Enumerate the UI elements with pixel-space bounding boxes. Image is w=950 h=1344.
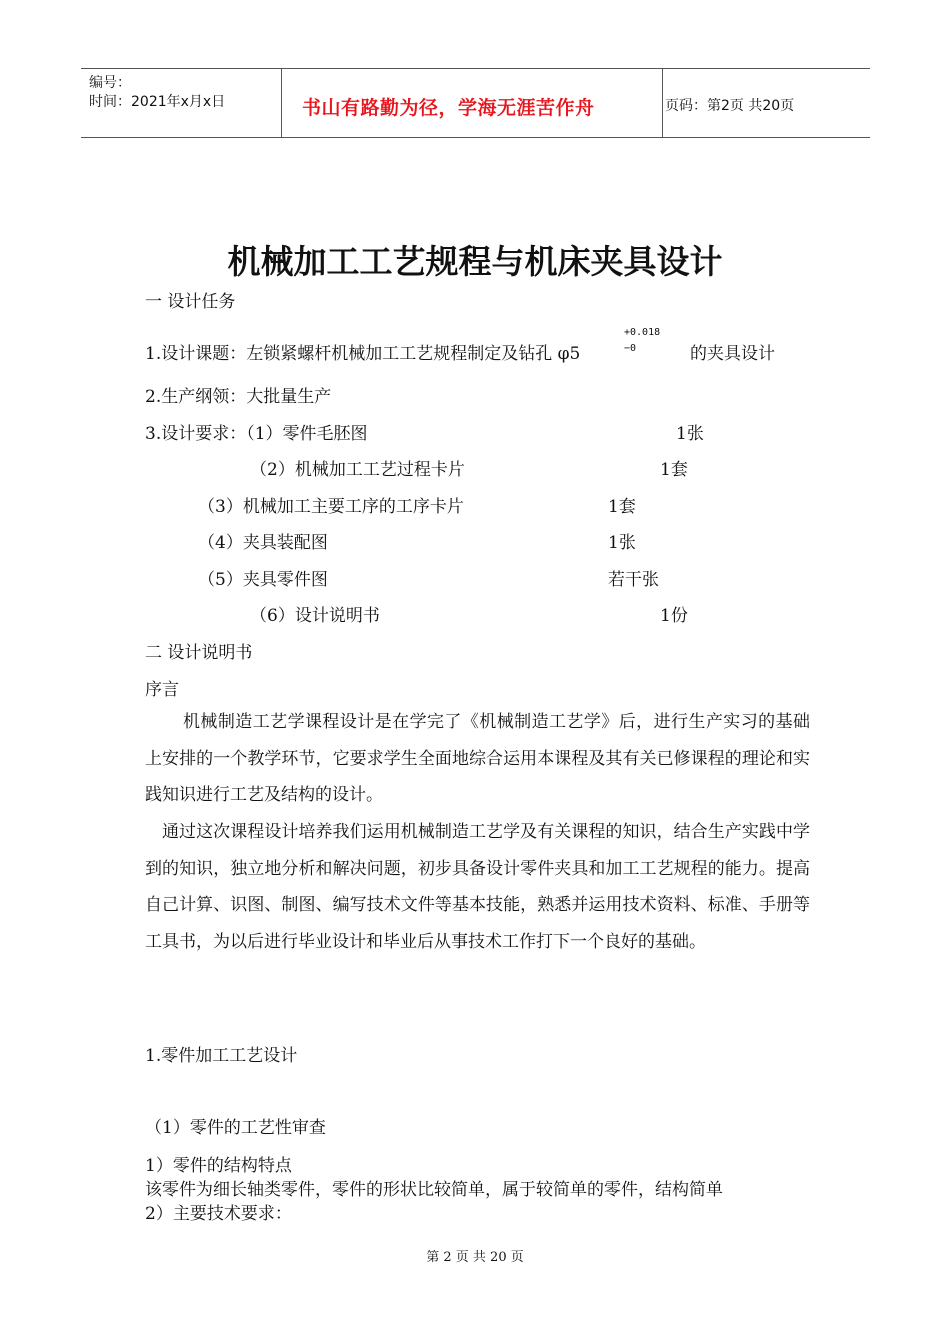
- preface-paragraph-1: 机械制造工艺学课程设计是在学完了《机械制造工艺学》后，进行生产实习的基础上安排的一个教学环节，它要求学生全面地综合运用本课程及其有关已修课程的理论和实践知识进行工艺及结构的设计。: [145, 712, 810, 805]
- requirement-4: （4）夹具装配图: [198, 533, 328, 553]
- requirement-6-qty: 1份: [660, 606, 688, 626]
- requirement-2: （2）机械加工工艺过程卡片: [250, 460, 465, 480]
- header-table: [81, 68, 870, 138]
- requirement-2-qty: 1套: [660, 460, 688, 480]
- design-topic-tail: 的夹具设计: [690, 344, 775, 364]
- header-page-cell: [663, 69, 870, 137]
- point-requirements: 2）主要技术要求：: [145, 1204, 292, 1224]
- requirement-3-qty: 1套: [608, 497, 636, 517]
- page-footer: 第 2 页 共 20 页: [426, 1250, 524, 1265]
- tolerance-lower: −0: [624, 343, 637, 354]
- header-meta-cell: [81, 69, 281, 137]
- requirement-6: （6）设计说明书: [250, 606, 380, 626]
- doc-date: 时间：2021年x月x日: [89, 94, 226, 110]
- preface-paragraph-2: 通过这次课程设计培养我们运用机械制造工艺学及有关课程的知识，结合生产实践中学到的知识，独立地分析和解决问题，初步具备设计零件夹具和加工工艺规程的能力。提高自己计算、识图、制图、编写技术文件等基本技能，熟悉并运用技术资料、标准、手册等工具书，为以后进行毕业设计和毕业后从事技术工作打下一个良好的基础。: [145, 822, 810, 952]
- production-program: 2.生产纲领：大批量生产: [145, 387, 332, 407]
- header-motto-cell: [281, 69, 663, 137]
- preface-heading: 序言: [145, 680, 179, 700]
- requirement-5-qty: 若干张: [608, 570, 659, 590]
- tolerance-upper: +0.018: [624, 327, 661, 338]
- doc-number-label: 编号：: [89, 75, 131, 91]
- part-heading-process: 1.零件加工工艺设计: [145, 1046, 298, 1066]
- point-structure-text: 该零件为细长轴类零件，零件的形状比较简单，属于较简单的零件，结构简单: [145, 1180, 723, 1200]
- requirement-4-qty: 1张: [608, 533, 636, 553]
- point-structure: 1）零件的结构特点: [145, 1156, 292, 1176]
- requirement-3: （3）机械加工主要工序的工序卡片: [198, 497, 464, 517]
- requirement-1-qty: 1张: [676, 424, 704, 444]
- design-topic: [145, 339, 580, 364]
- section-heading-manual: 二 设计说明书: [145, 643, 253, 663]
- requirement-5: （5）夹具零件图: [198, 570, 328, 590]
- design-topic-text: 1.设计课题：左锁紧螺杆机械加工工艺规程制定及钻孔 φ5: [145, 344, 581, 364]
- section-heading-task: 一 设计任务: [145, 292, 236, 312]
- header-motto: 书山有路勤为径，学海无涯苦作舟: [302, 97, 595, 119]
- subheading-review: （1）零件的工艺性审查: [145, 1118, 326, 1138]
- requirement-1: 3.设计要求：（1）零件毛胚图: [145, 424, 368, 444]
- header-page-info: 页码：第2页 共20页: [665, 98, 795, 114]
- document-title: 机械加工工艺规程与机床夹具设计: [227, 242, 723, 281]
